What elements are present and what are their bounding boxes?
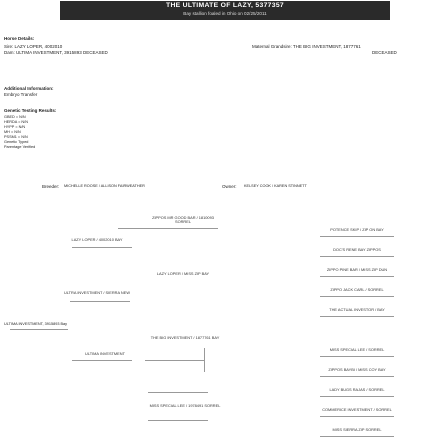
pedigree-entry: COMMERICE INVESTMENT / SORREL xyxy=(322,407,392,412)
breeder-value: MICHELLE ROOSE / ALLISON FAIRWEATHER xyxy=(64,184,145,188)
pedigree-line xyxy=(320,276,394,277)
genetic-row: HERDA = N/N xyxy=(4,120,28,124)
pedigree-line xyxy=(320,376,394,377)
dam-line: Dam: ULTIMA INVESTMENT, 3915893 DECEASED xyxy=(4,50,108,55)
pedigree-entry: MISS SPECIAL LEE / 1978491 SORREL xyxy=(149,403,221,408)
pedigree-line xyxy=(72,360,132,361)
horse-details-heading: Horse Details: xyxy=(4,36,35,41)
genetic-row: HYPP = N/N xyxy=(4,125,26,129)
pedigree-line xyxy=(148,420,208,421)
pedigree-entry: DOC'S RENE BAY ZIPPOS xyxy=(333,247,381,252)
maternal-grandsire: Maternal Grandsire: THE BIG INVESTMENT, 1877761 xyxy=(252,44,361,49)
pedigree-line xyxy=(320,256,394,257)
owner-label: Owner: xyxy=(222,184,237,189)
additional-heading: Additional Information: xyxy=(4,86,54,91)
genetic-row: MH = N/N xyxy=(4,130,21,134)
genetic-heading: Genetic Testing Results: xyxy=(4,108,57,113)
pedigree-entry: LAZY LOPER / 4002010 BAY xyxy=(71,237,123,242)
horse-title: THE ULTIMATE OF LAZY, 5377357 xyxy=(166,2,284,9)
pedigree-entry: ZIPPO PINE BAR / MISS ZIP DUN xyxy=(326,267,388,272)
owner-value: KELSEY COOK / KAREN STINNETT xyxy=(244,184,307,188)
title-banner xyxy=(60,1,390,20)
pedigree-entry: ZIPPOS BAYBI / MISS COY BAY xyxy=(328,367,386,372)
genetic-row: Genetic Typed xyxy=(4,140,29,144)
pedigree-line xyxy=(145,360,205,361)
genetic-row: Parentage Verified xyxy=(4,145,36,149)
horse-subtitle: Bay stallion foaled in Ohio on 02/25/2011 xyxy=(183,11,267,16)
genetic-row: GBED = N/N xyxy=(4,115,26,119)
pedigree-line xyxy=(320,356,394,357)
pedigree-entry: ULTRA INVESTMENT / SIERRA NEW xyxy=(63,290,130,295)
pedigree-line xyxy=(148,392,208,393)
pedigree-line xyxy=(72,247,132,248)
pedigree-entry: ULTIMA INVESTMENT xyxy=(85,351,125,356)
pedigree-entry: MISS SIERRA ZIP SORREL xyxy=(332,427,382,432)
pedigree-entry: ZIPPOS MR GOOD BAR / 1810093 SORREL xyxy=(152,215,214,225)
pedigree-entry: THE BIG INVESTMENT / 1877761 BAY xyxy=(150,335,220,340)
pedigree-line xyxy=(10,329,68,330)
dam-entry: ULTIMA INVESTMENT, 3915893 Bay xyxy=(4,322,68,326)
genetic-row: PSSM1 = N/N xyxy=(4,135,28,139)
pedigree-entry: LADY BUGS RAJAS / SORREL xyxy=(329,387,385,392)
pedigree-line xyxy=(320,416,394,417)
pedigree-line xyxy=(320,296,394,297)
pedigree-entry: ZIPPO JACK CARL / SORREL xyxy=(330,287,384,292)
pedigree-line xyxy=(320,316,394,317)
pedigree-entry: LAZY LOPER / MISS ZIP BAY xyxy=(156,271,210,276)
breeder-label: Breeder: xyxy=(42,184,60,189)
pedigree-line xyxy=(320,236,394,237)
pedigree-line xyxy=(320,396,394,397)
pedigree-line xyxy=(204,348,205,372)
pedigree-entry: POTENCE SKIP / ZIP ON BAY xyxy=(330,227,384,232)
pedigree-line xyxy=(320,436,394,437)
pedigree-line xyxy=(118,228,218,229)
maternal-status: DECEASED xyxy=(372,50,397,55)
pedigree-line xyxy=(70,301,130,302)
pedigree-entry: THE ACTUAL INVESTOR / BAY xyxy=(329,307,385,312)
sire-line: Sire: LAZY LOPER, 4002010 xyxy=(4,44,63,49)
embryo-transfer: Embryo Transfer xyxy=(4,92,38,97)
pedigree-entry: MISS SPECIAL LEE / SORREL xyxy=(329,347,385,352)
